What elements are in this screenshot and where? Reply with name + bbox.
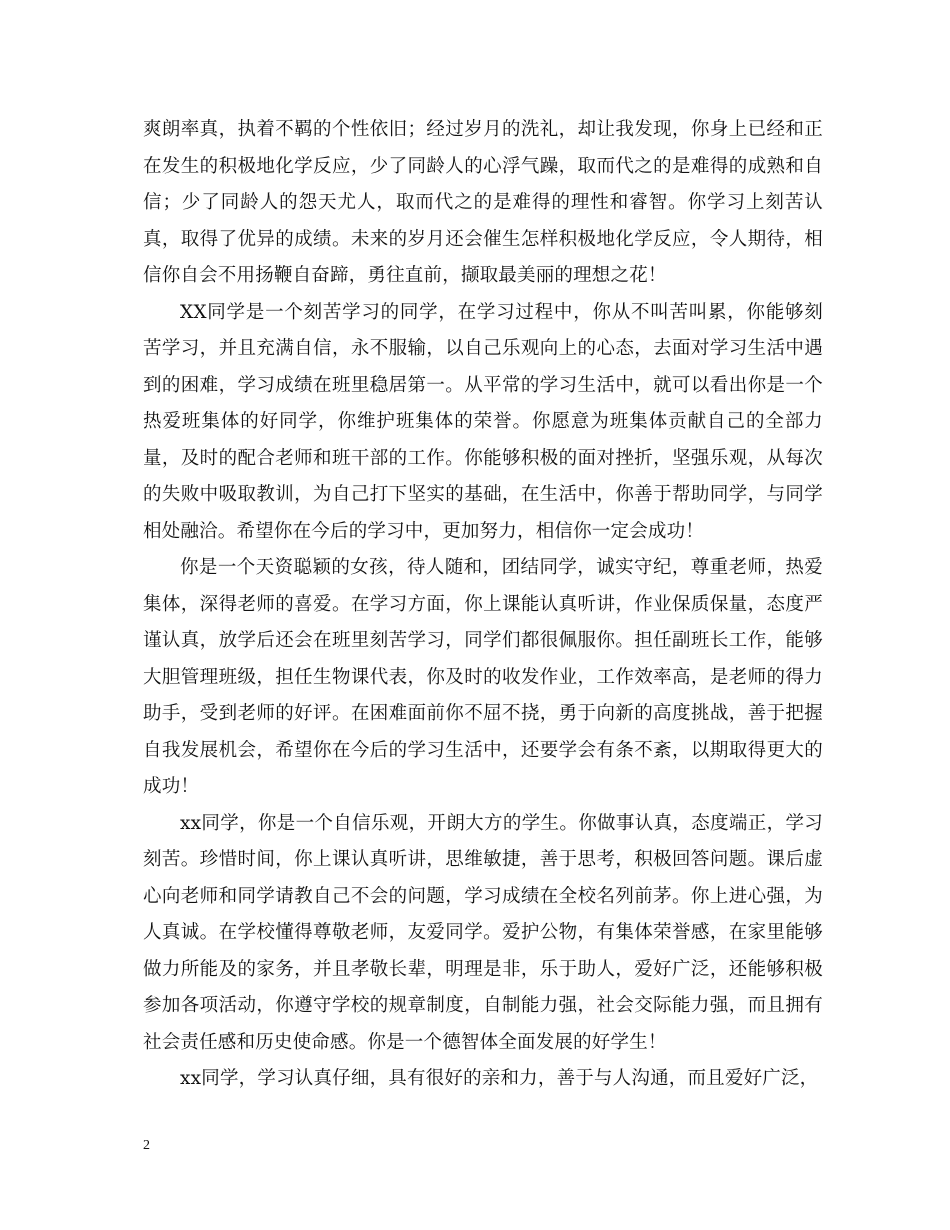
paragraph-continued: 爽朗率真，执着不羁的个性依旧；经过岁月的洗礼，却让我发现，你身上已经和正在发生的积极地化学反应，少了同龄人的心浮气躁，取而代之的是难得的成熟和自信；少了同龄人的怨天尤人，取而代之的是难得的理性和睿智。你学习上刻苦认真，取得了优异的成绩。未来的岁月还会催生怎样积极地化学反应，令人期待，相信你自会不用扬鞭自奋蹄，勇往直前，撷取最美丽的理想之花！: [143, 119, 823, 286]
paragraph-comment-4: xx同学，学习认真仔细，具有很好的亲和力，善于与人沟通，而且爱好广泛，: [180, 1068, 819, 1089]
document-body: [143, 112, 823, 1098]
paragraph-comment-3: xx同学，你是一个自信乐观，开朗大方的学生。你做事认真，态度端正，学习刻苦。珍惜时间，你上课认真听讲，思维敏捷，善于思考，积极回答问题。课后虚心向老师和同学请教自己不会的问题，学习成绩在全校名列前茅。你上进心强，为人真诚。在学校懂得尊敬老师，友爱同学。爱护公物，有集体荣誉感，在家里能够做力所能及的家务，并且孝敬长辈，明理是非，乐于助人，爱好广泛，还能够积极参加各项活动，你遵守学校的规章制度，自制能力强，社会交际能力强，而且拥有社会责任感和历史使命感。你是一个德智体全面发展的好学生！: [143, 812, 823, 1053]
page-number: 2: [143, 1138, 150, 1153]
paragraph-comment-2: 你是一个天资聪颖的女孩，待人随和，团结同学，诚实守纪，尊重老师，热爱集体，深得老师的喜爱。在学习方面，你上课能认真听讲，作业保质保量，态度严谨认真，放学后还会在班里刻苦学习，同学们都很佩服你。担任副班长工作，能够大胆管理班级，担任生物课代表，你及时的收发作业，工作效率高，是老师的得力助手，受到老师的好评。在困难面前你不屈不挠，勇于向新的高度挑战，善于把握自我发展机会，希望你在今后的学习生活中，还要学会有条不紊，以期取得更大的成功！: [143, 557, 823, 797]
paragraph-comment-1: XX同学是一个刻苦学习的同学，在学习过程中，你从不叫苦叫累，你能够刻苦学习，并且充满自信，永不服输，以自己乐观向上的心态，去面对学习生活中遇到的困难，学习成绩在班里稳居第一。从平常的学习生活中，就可以看出你是一个热爱班集体的好同学，你维护班集体的荣誉。你愿意为班集体贡献自己的全部力量，及时的配合老师和班干部的工作。你能够积极的面对挫折，坚强乐观，从每次的失败中吸取教训，为自己打下坚实的基础，在生活中，你善于帮助同学，与同学相处融洽。希望你在今后的学习中，更加努力，相信你一定会成功！: [143, 301, 823, 542]
